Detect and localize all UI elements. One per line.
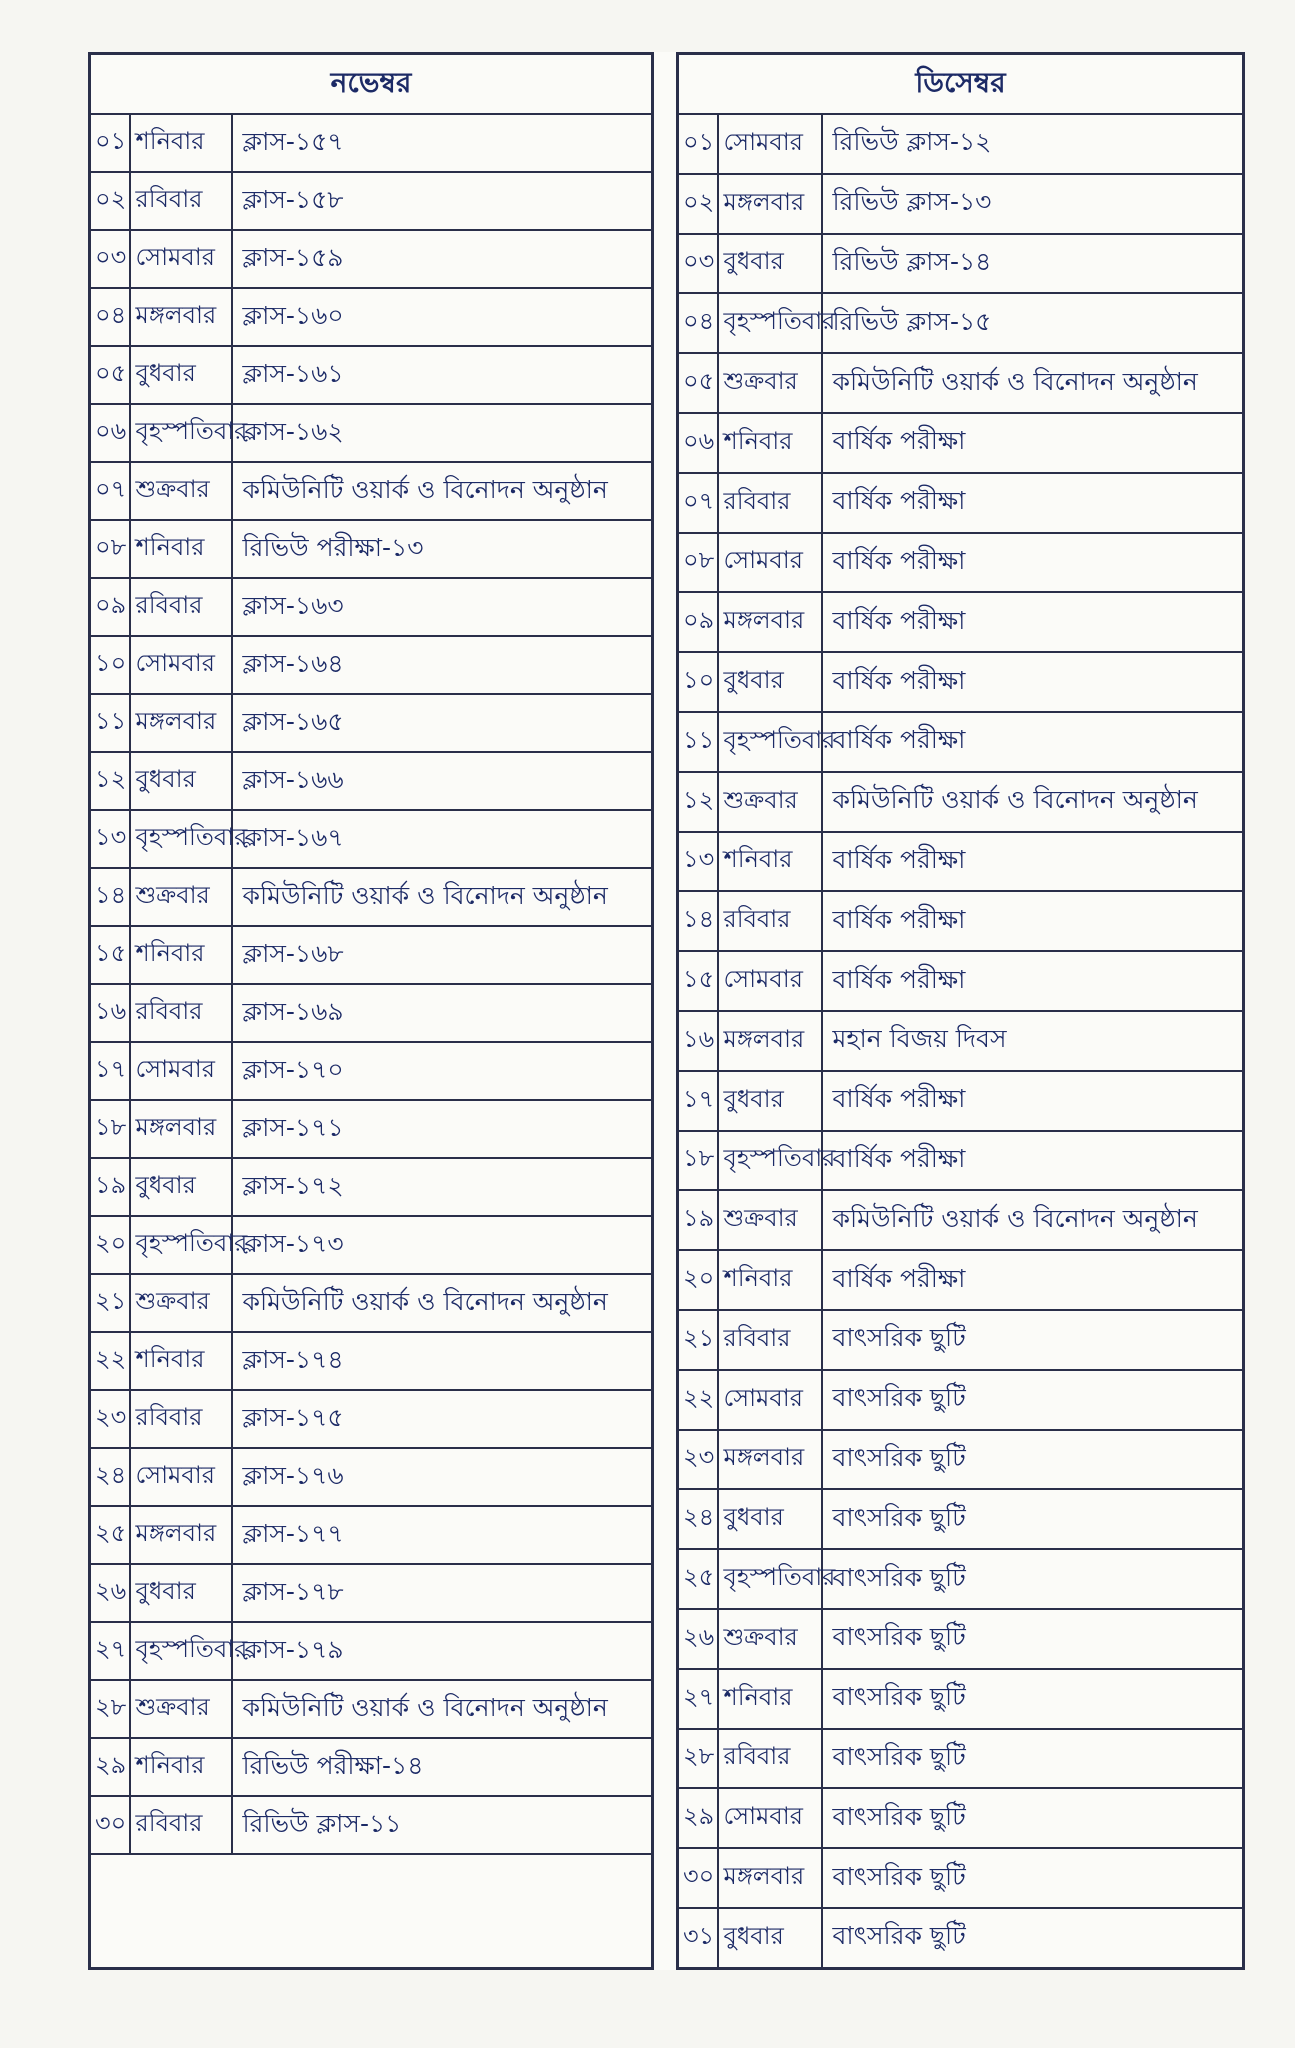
day-cell: রবিবার <box>130 1390 232 1448</box>
table-row <box>678 114 1244 174</box>
table-row <box>678 1190 1244 1250</box>
date-cell: ৩০ <box>90 1796 130 1854</box>
table-row <box>678 592 1244 652</box>
day-cell: সোমবার <box>130 636 232 694</box>
day-cell: বৃহস্পতিবার <box>130 404 232 462</box>
table-row <box>90 1564 653 1622</box>
day-cell: রবিবার <box>130 984 232 1042</box>
day-cell: বুধবার <box>718 234 822 294</box>
table-row <box>90 752 653 810</box>
date-cell: ১৬ <box>678 1011 718 1071</box>
activity-cell: কমিউনিটি ওয়ার্ক ও বিনোদন অনুষ্ঠান <box>232 868 653 926</box>
table-row <box>678 891 1244 951</box>
date-cell: ০২ <box>678 174 718 234</box>
activity-cell: ক্লাস-১৫৭ <box>232 114 653 172</box>
date-cell: ১৩ <box>678 832 718 892</box>
table-row <box>90 520 653 578</box>
november-table <box>88 52 654 1970</box>
date-cell: ২৪ <box>90 1448 130 1506</box>
activity-cell: বার্ষিক পরীক্ষা <box>822 533 1244 593</box>
date-cell: ২৪ <box>678 1489 718 1549</box>
date-cell: ১৪ <box>678 891 718 951</box>
table-row <box>90 636 653 694</box>
day-cell: রবিবার <box>718 473 822 533</box>
activity-cell: ক্লাস-১৬৩ <box>232 578 653 636</box>
table-row <box>678 174 1244 234</box>
day-cell: বৃহস্পতিবার <box>130 1622 232 1680</box>
table-row <box>90 810 653 868</box>
table-row <box>678 1908 1244 1969</box>
day-cell: বৃহস্পতিবার <box>718 1131 822 1191</box>
day-cell: বুধবার <box>130 752 232 810</box>
day-cell: বুধবার <box>130 346 232 404</box>
activity-cell: ক্লাস-১৬৬ <box>232 752 653 810</box>
activity-cell: রিভিউ ক্লাস-১৫ <box>822 293 1244 353</box>
date-cell: ০৪ <box>678 293 718 353</box>
activity-cell: কমিউনিটি ওয়ার্ক ও বিনোদন অনুষ্ঠান <box>822 772 1244 832</box>
date-cell: ১১ <box>90 694 130 752</box>
activity-cell: ক্লাস-১৬৮ <box>232 926 653 984</box>
activity-cell: বাৎসরিক ছুটি <box>822 1848 1244 1908</box>
table-row <box>90 288 653 346</box>
day-cell: মঙ্গলবার <box>130 288 232 346</box>
date-cell: ৩০ <box>678 1848 718 1908</box>
day-cell: বৃহস্পতিবার <box>130 1216 232 1274</box>
day-cell: মঙ্গলবার <box>718 1848 822 1908</box>
date-cell: ১১ <box>678 712 718 772</box>
activity-cell: রিভিউ ক্লাস-১৪ <box>822 234 1244 294</box>
table-row <box>678 1549 1244 1609</box>
day-cell: রবিবার <box>130 1796 232 1854</box>
day-cell: বুধবার <box>718 1489 822 1549</box>
activity-cell: ক্লাস-১৬৫ <box>232 694 653 752</box>
table-row <box>90 172 653 230</box>
table-row <box>90 694 653 752</box>
activity-cell: বাৎসরিক ছুটি <box>822 1908 1244 1969</box>
november-title: নভেম্বর <box>90 54 653 115</box>
day-cell: সোমবার <box>130 230 232 288</box>
activity-cell: বার্ষিক পরীক্ষা <box>822 832 1244 892</box>
table-row <box>678 772 1244 832</box>
activity-cell: ক্লাস-১৭৭ <box>232 1506 653 1564</box>
date-cell: ০৯ <box>678 592 718 652</box>
date-cell: ০৪ <box>90 288 130 346</box>
december-title: ডিসেম্বর <box>678 54 1244 115</box>
activity-cell: ক্লাস-১৭৬ <box>232 1448 653 1506</box>
table-row <box>678 533 1244 593</box>
date-cell: ০২ <box>90 172 130 230</box>
date-cell: ০১ <box>90 114 130 172</box>
activity-cell: কমিউনিটি ওয়ার্ক ও বিনোদন অনুষ্ঠান <box>822 353 1244 413</box>
day-cell: শুক্রবার <box>130 868 232 926</box>
date-cell: ১৯ <box>90 1158 130 1216</box>
activity-cell: রিভিউ পরীক্ষা-১৪ <box>232 1738 653 1796</box>
date-cell: ২৭ <box>90 1622 130 1680</box>
table-row <box>90 1796 653 1854</box>
activity-cell: ক্লাস-১৭০ <box>232 1042 653 1100</box>
table-row <box>90 404 653 462</box>
table-row <box>678 1729 1244 1789</box>
day-cell: শুক্রবার <box>130 1680 232 1738</box>
date-cell: ০৫ <box>678 353 718 413</box>
day-cell: শুক্রবার <box>718 353 822 413</box>
table-row <box>90 230 653 288</box>
activity-cell: বার্ষিক পরীক্ষা <box>822 592 1244 652</box>
activity-cell: বার্ষিক পরীক্ষা <box>822 473 1244 533</box>
table-row <box>678 353 1244 413</box>
date-cell: ১৮ <box>90 1100 130 1158</box>
day-cell: মঙ্গলবার <box>130 1100 232 1158</box>
day-cell: শনিবার <box>130 520 232 578</box>
activity-cell: কমিউনিটি ওয়ার্ক ও বিনোদন অনুষ্ঠান <box>232 1274 653 1332</box>
date-cell: ০৬ <box>90 404 130 462</box>
day-cell: সোমবার <box>718 951 822 1011</box>
date-cell: ১০ <box>90 636 130 694</box>
table-row <box>678 1609 1244 1669</box>
table-row <box>90 1332 653 1390</box>
table-row <box>90 1216 653 1274</box>
date-cell: ২৩ <box>678 1430 718 1490</box>
table-row <box>678 951 1244 1011</box>
date-cell: ১৫ <box>90 926 130 984</box>
day-cell: শনিবার <box>718 1250 822 1310</box>
activity-cell: ক্লাস-১৬৯ <box>232 984 653 1042</box>
activity-cell: ক্লাস-১৭৪ <box>232 1332 653 1390</box>
day-cell: সোমবার <box>718 1788 822 1848</box>
activity-cell: কমিউনিটি ওয়ার্ক ও বিনোদন অনুষ্ঠান <box>232 462 653 520</box>
table-row <box>90 1622 653 1680</box>
december-rows <box>678 114 1244 1969</box>
activity-cell: ক্লাস-১৬৭ <box>232 810 653 868</box>
activity-cell: রিভিউ ক্লাস-১১ <box>232 1796 653 1854</box>
activity-cell: ক্লাস-১৭৯ <box>232 1622 653 1680</box>
day-cell: বৃহস্পতিবার <box>130 810 232 868</box>
date-cell: ০৩ <box>90 230 130 288</box>
day-cell: শনিবার <box>130 1332 232 1390</box>
december-table <box>676 52 1245 1970</box>
day-cell: শনিবার <box>718 413 822 473</box>
date-cell: ২৩ <box>90 1390 130 1448</box>
day-cell: শনিবার <box>718 832 822 892</box>
date-cell: ৩১ <box>678 1908 718 1969</box>
activity-cell: ক্লাস-১৭৮ <box>232 1564 653 1622</box>
date-cell: ২৭ <box>678 1669 718 1729</box>
date-cell: ০৬ <box>678 413 718 473</box>
activity-cell: বাৎসরিক ছুটি <box>822 1489 1244 1549</box>
table-row <box>678 473 1244 533</box>
day-cell: শুক্রবার <box>718 1190 822 1250</box>
activity-cell: বাৎসরিক ছুটি <box>822 1669 1244 1729</box>
date-cell: ২৬ <box>678 1609 718 1669</box>
empty-row <box>90 1854 653 1969</box>
day-cell: রবিবার <box>130 172 232 230</box>
day-cell: বুধবার <box>718 652 822 712</box>
day-cell: মঙ্গলবার <box>718 592 822 652</box>
activity-cell: রিভিউ ক্লাস-১৩ <box>822 174 1244 234</box>
date-cell: ২০ <box>90 1216 130 1274</box>
day-cell: শনিবার <box>130 1738 232 1796</box>
day-cell: সোমবার <box>130 1448 232 1506</box>
table-row <box>90 984 653 1042</box>
activity-cell: রিভিউ ক্লাস-১২ <box>822 114 1244 174</box>
table-row <box>678 1788 1244 1848</box>
table-row <box>678 413 1244 473</box>
date-cell: ১২ <box>678 772 718 832</box>
date-cell: ০৩ <box>678 234 718 294</box>
date-cell: ০৫ <box>90 346 130 404</box>
activity-cell: বাৎসরিক ছুটি <box>822 1788 1244 1848</box>
day-cell: রবিবার <box>130 578 232 636</box>
table-row <box>90 926 653 984</box>
day-cell: রবিবার <box>718 1729 822 1789</box>
day-cell: রবিবার <box>718 1310 822 1370</box>
date-cell: ০৯ <box>90 578 130 636</box>
day-cell: শনিবার <box>130 114 232 172</box>
date-cell: ১০ <box>678 652 718 712</box>
activity-cell: বার্ষিক পরীক্ষা <box>822 891 1244 951</box>
activity-cell: বার্ষিক পরীক্ষা <box>822 712 1244 772</box>
day-cell: মঙ্গলবার <box>718 1011 822 1071</box>
activity-cell: বার্ষিক পরীক্ষা <box>822 951 1244 1011</box>
date-cell: ১৩ <box>90 810 130 868</box>
table-row <box>678 1669 1244 1729</box>
activity-cell: ক্লাস-১৭৩ <box>232 1216 653 1274</box>
table-row <box>90 1100 653 1158</box>
date-cell: ১৭ <box>90 1042 130 1100</box>
date-cell: ২২ <box>90 1332 130 1390</box>
day-cell: মঙ্গলবার <box>130 694 232 752</box>
table-row <box>90 1042 653 1100</box>
activity-cell: মহান বিজয় দিবস <box>822 1011 1244 1071</box>
day-cell: শনিবার <box>718 1669 822 1729</box>
day-cell: বৃহস্পতিবার <box>718 1549 822 1609</box>
date-cell: ২১ <box>90 1274 130 1332</box>
table-row <box>678 1131 1244 1191</box>
day-cell: মঙ্গলবার <box>718 1430 822 1490</box>
november-rows <box>90 114 653 1969</box>
activity-cell: বার্ষিক পরীক্ষা <box>822 1250 1244 1310</box>
table-row <box>90 868 653 926</box>
table-row <box>678 832 1244 892</box>
date-cell: ১৫ <box>678 951 718 1011</box>
table-row <box>678 234 1244 294</box>
table-row <box>678 1848 1244 1908</box>
day-cell: শুক্রবার <box>718 772 822 832</box>
activity-cell: ক্লাস-১৬৪ <box>232 636 653 694</box>
empty-cell <box>90 1854 653 1969</box>
date-cell: ২৯ <box>678 1788 718 1848</box>
activity-cell: বাৎসরিক ছুটি <box>822 1549 1244 1609</box>
activity-cell: ক্লাস-১৭১ <box>232 1100 653 1158</box>
activity-cell: বার্ষিক পরীক্ষা <box>822 1131 1244 1191</box>
table-row <box>678 712 1244 772</box>
table-row <box>90 114 653 172</box>
date-cell: ২৮ <box>678 1729 718 1789</box>
table-row <box>90 1506 653 1564</box>
day-cell: সোমবার <box>718 533 822 593</box>
activity-cell: ক্লাস-১৬০ <box>232 288 653 346</box>
day-cell: মঙ্গলবার <box>130 1506 232 1564</box>
activity-cell: ক্লাস-১৫৮ <box>232 172 653 230</box>
table-row <box>678 1071 1244 1131</box>
date-cell: ০১ <box>678 114 718 174</box>
date-cell: ১৯ <box>678 1190 718 1250</box>
table-row <box>90 1390 653 1448</box>
date-cell: ২৮ <box>90 1680 130 1738</box>
date-cell: ১৮ <box>678 1131 718 1191</box>
activity-cell: ক্লাস-১৬২ <box>232 404 653 462</box>
date-cell: ২০ <box>678 1250 718 1310</box>
day-cell: বুধবার <box>130 1564 232 1622</box>
activity-cell: ক্লাস-১৭৫ <box>232 1390 653 1448</box>
day-cell: রবিবার <box>718 891 822 951</box>
date-cell: ০৮ <box>678 533 718 593</box>
date-cell: ০৮ <box>90 520 130 578</box>
activity-cell: রিভিউ পরীক্ষা-১৩ <box>232 520 653 578</box>
day-cell: বৃহস্পতিবার <box>718 712 822 772</box>
date-cell: ১৭ <box>678 1071 718 1131</box>
date-cell: ২১ <box>678 1310 718 1370</box>
table-row <box>90 1448 653 1506</box>
activity-cell: বাৎসরিক ছুটি <box>822 1430 1244 1490</box>
date-cell: ১৪ <box>90 868 130 926</box>
table-row <box>678 652 1244 712</box>
date-cell: ২২ <box>678 1370 718 1430</box>
day-cell: শুক্রবার <box>130 1274 232 1332</box>
activity-cell: কমিউনিটি ওয়ার্ক ও বিনোদন অনুষ্ঠান <box>822 1190 1244 1250</box>
table-row <box>678 1250 1244 1310</box>
table-row <box>678 1370 1244 1430</box>
table-row <box>90 462 653 520</box>
table-row <box>90 1274 653 1332</box>
activity-cell: বাৎসরিক ছুটি <box>822 1729 1244 1789</box>
activity-cell: বাৎসরিক ছুটি <box>822 1370 1244 1430</box>
date-cell: ২৫ <box>90 1506 130 1564</box>
activity-cell: বার্ষিক পরীক্ষা <box>822 652 1244 712</box>
day-cell: বুধবার <box>718 1908 822 1969</box>
day-cell: বৃহস্পতিবার <box>718 293 822 353</box>
activity-cell: বার্ষিক পরীক্ষা <box>822 413 1244 473</box>
table-row <box>90 346 653 404</box>
day-cell: শুক্রবার <box>130 462 232 520</box>
table-row <box>678 1011 1244 1071</box>
date-cell: ০৭ <box>678 473 718 533</box>
day-cell: শনিবার <box>130 926 232 984</box>
table-row <box>678 1310 1244 1370</box>
day-cell: মঙ্গলবার <box>718 174 822 234</box>
day-cell: বুধবার <box>718 1071 822 1131</box>
table-row <box>90 1680 653 1738</box>
table-row <box>90 1738 653 1796</box>
day-cell: শুক্রবার <box>718 1609 822 1669</box>
date-cell: ২৫ <box>678 1549 718 1609</box>
activity-cell: ক্লাস-১৫৯ <box>232 230 653 288</box>
table-row <box>678 1489 1244 1549</box>
table-row <box>678 293 1244 353</box>
date-cell: ১৬ <box>90 984 130 1042</box>
activity-cell: বাৎসরিক ছুটি <box>822 1609 1244 1669</box>
calendar-sheet <box>88 52 1245 1970</box>
day-cell: বুধবার <box>130 1158 232 1216</box>
activity-cell: ক্লাস-১৭২ <box>232 1158 653 1216</box>
day-cell: সোমবার <box>718 1370 822 1430</box>
day-cell: সোমবার <box>130 1042 232 1100</box>
activity-cell: ক্লাস-১৬১ <box>232 346 653 404</box>
activity-cell: বার্ষিক পরীক্ষা <box>822 1071 1244 1131</box>
date-cell: ১২ <box>90 752 130 810</box>
day-cell: সোমবার <box>718 114 822 174</box>
table-row <box>90 1158 653 1216</box>
date-cell: ২৬ <box>90 1564 130 1622</box>
date-cell: ২৯ <box>90 1738 130 1796</box>
activity-cell: কমিউনিটি ওয়ার্ক ও বিনোদন অনুষ্ঠান <box>232 1680 653 1738</box>
table-row <box>678 1430 1244 1490</box>
activity-cell: বাৎসরিক ছুটি <box>822 1310 1244 1370</box>
date-cell: ০৭ <box>90 462 130 520</box>
table-row <box>90 578 653 636</box>
